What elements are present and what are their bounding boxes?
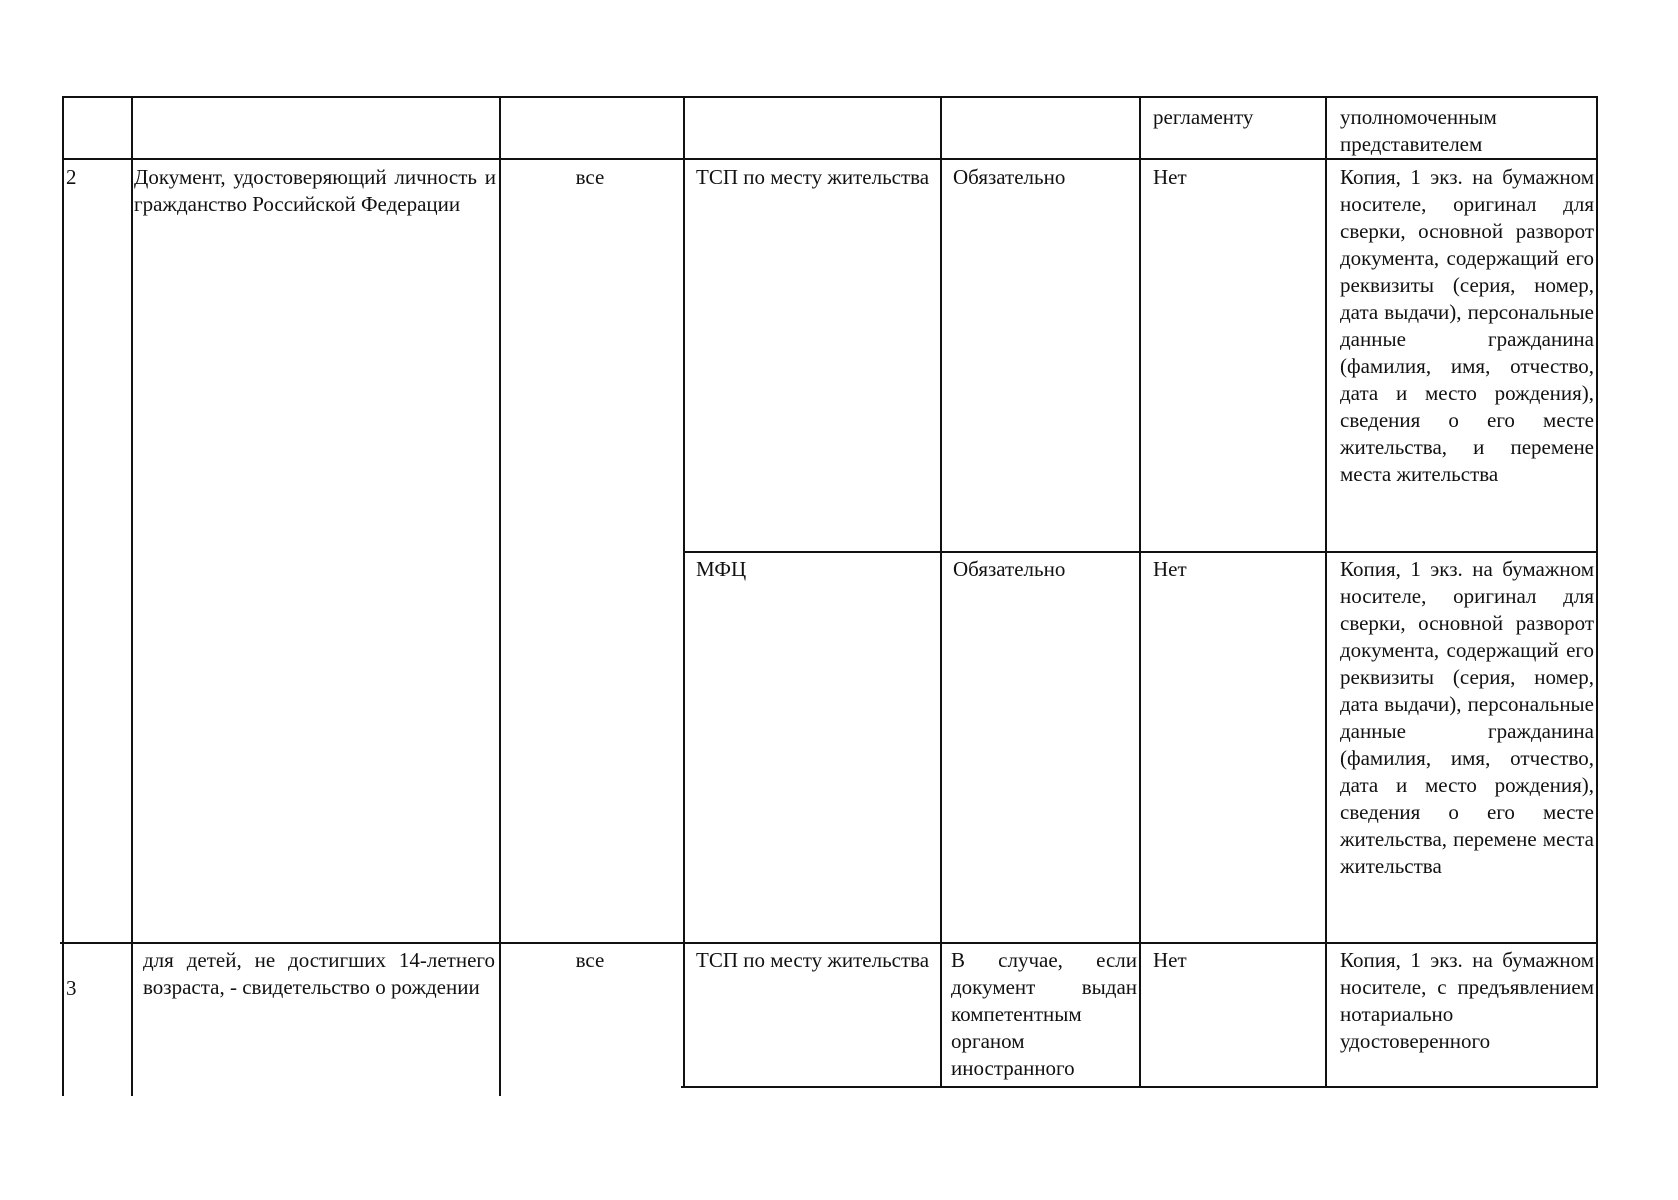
regulation-cell: Нет	[1153, 948, 1187, 972]
row-number-cell: 3	[66, 976, 77, 1000]
regulation-cell: Нет	[1153, 165, 1187, 189]
applicant-category-cell: все	[575, 165, 605, 189]
grid-line	[1325, 96, 1327, 1088]
submission-form-cell: Копия, 1 экз. на бумажном носителе, оригинал для сверки, основной разворот документа, содержащий его реквизиты (серия, номер, дата выдачи), персональные данные гражданина (фамилия, имя, отчество, дата и место рождения), сведения о его месте жительства, перемене места жительства	[1340, 557, 1594, 878]
grid-line	[1139, 96, 1141, 1088]
submission-form-cell: Копия, 1 экз. на бумажном носителе, оригинал для сверки, основной разворот документа, содержащий его реквизиты (серия, номер, дата выдачи), персональные данные гражданина (фамилия, имя, отчество, дата и место рождения), сведения о его месте жительства, и перемене места жительства	[1340, 165, 1594, 486]
grid-line	[683, 96, 685, 1088]
regulation-cell: регламенту	[1153, 105, 1254, 129]
document-name-cell: Документ, удостоверяющий личность и гражданство Российской Федерации	[134, 165, 496, 216]
grid-line	[62, 96, 1598, 98]
grid-line	[1596, 96, 1598, 1088]
grid-line	[940, 96, 942, 1088]
requirement-cell: В случае, если документ выдан компетентным органом иностранного	[951, 948, 1137, 1080]
requirement-cell: Обязательно	[953, 557, 1066, 581]
document-name-cell: для детей, не достигших 14-летнего возраста, - свидетельство о рождении	[143, 948, 495, 999]
submission-place-cell: ТСП по месту жительства	[696, 948, 930, 972]
submission-form-cell: Копия, 1 экз. на бумажном носителе, с предъявлением нотариально удостоверенного	[1340, 948, 1594, 1053]
applicant-category-cell: все	[575, 948, 605, 972]
row-number-cell: 2	[66, 165, 77, 189]
submission-place-cell: ТСП по месту жительства	[696, 165, 930, 189]
grid-line	[499, 96, 501, 1096]
grid-line	[131, 96, 133, 1096]
submission-form-cell: уполномоченным представителем	[1340, 105, 1497, 156]
grid-line	[62, 158, 1598, 160]
grid-line	[62, 96, 64, 1096]
grid-line	[60, 942, 1596, 944]
submission-place-cell: МФЦ	[696, 557, 747, 581]
regulation-cell: Нет	[1153, 557, 1187, 581]
requirement-cell: Обязательно	[953, 165, 1066, 189]
